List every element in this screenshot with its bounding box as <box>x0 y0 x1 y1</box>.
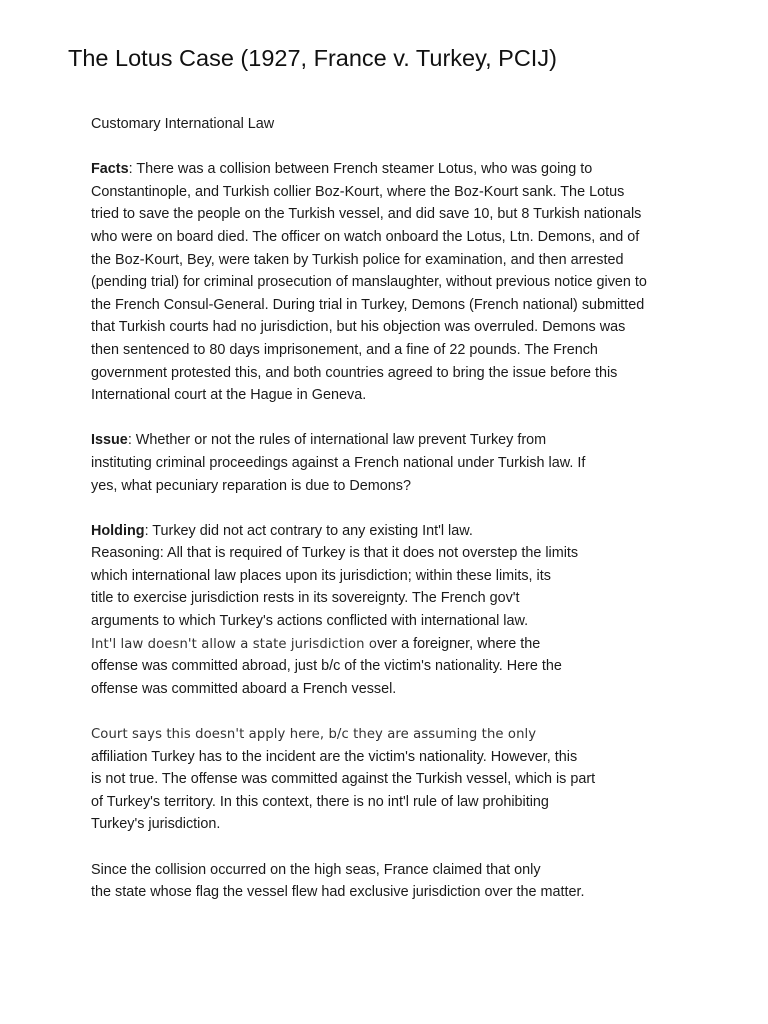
reasoning-line: offense was committed aboard a French vessel. <box>91 680 397 697</box>
subtitle: Customary International Law <box>91 116 275 132</box>
paragraph-spacer <box>91 497 691 520</box>
paragraph-spacer <box>91 407 691 430</box>
paragraph-spacer <box>91 700 691 723</box>
document-body <box>91 113 691 904</box>
facts-line: then sentenced to 80 days imprisonement, and a fine of 22 pounds. The French <box>91 341 598 358</box>
holding-label: Holding <box>91 522 145 539</box>
facts-line: the French Consul-General. During trial in Turkey, Demons (French national) submitted <box>91 296 645 313</box>
reasoning-text: ver a foreigner, where the <box>377 635 541 652</box>
court-line: affiliation Turkey has to the incident are the victim's nationality. However, this <box>91 748 578 765</box>
facts-line <box>91 158 691 181</box>
court-line <box>91 723 691 746</box>
facts-line: tried to save the people on the Turkish vessel, and did save 10, but 8 Turkish nationals <box>91 206 642 223</box>
collision-line: the state whose flag the vessel flew had exclusive jurisdiction over the matter. <box>91 884 585 901</box>
court-line: of Turkey's territory. In this context, there is no int'l rule of law prohibiting <box>91 793 549 810</box>
court-line: is not true. The offense was committed against the Turkish vessel, which is part <box>91 771 596 788</box>
document-title: The Lotus Case (1927, France v. Turkey, PCIJ) <box>68 45 557 71</box>
reasoning-line: Reasoning: All that is required of Turkey is that it does not overstep the limits <box>91 545 579 562</box>
reasoning-line: title to exercise jurisdiction rests in its sovereignty. The French gov't <box>91 590 520 607</box>
facts-line: government protested this, and both countries agreed to bring the issue before this <box>91 364 618 381</box>
issue-label: Issue <box>91 432 128 449</box>
issue-line <box>91 429 691 452</box>
holding-line <box>91 520 691 543</box>
issue-text: : Whether or not the rules of international law prevent Turkey from <box>127 432 547 449</box>
holding-text: : Turkey did not act contrary to any existing Int'l law. <box>144 522 473 539</box>
facts-label: Facts <box>91 161 129 178</box>
paragraph-spacer <box>91 836 691 859</box>
collision-line: Since the collision occurred on the high seas, France claimed that only <box>91 861 541 878</box>
reasoning-line: which international law places upon its jurisdiction; within these limits, its <box>91 567 551 584</box>
reasoning-line: offense was committed abroad, just b/c of the victim's nationality. Here the <box>91 658 562 675</box>
facts-line: who were on board died. The officer on watch onboard the Lotus, Ltn. Demons, and of <box>91 228 640 245</box>
pasted-text-fragment: Court says this doesn't apply here, b/c they are assuming the only <box>91 727 537 743</box>
reasoning-line <box>91 633 691 656</box>
facts-line: that Turkish courts had no jurisdiction, but his objection was overruled. Demons was <box>91 319 626 336</box>
court-line: Turkey's jurisdiction. <box>91 816 221 833</box>
facts-text: : There was a collision between French steamer Lotus, who was going to <box>128 161 593 178</box>
issue-line: instituting criminal proceedings against a French national under Turkish law. If <box>91 454 586 471</box>
facts-line: International court at the Hague in Geneva. <box>91 387 367 404</box>
facts-line: the Boz-Kourt, Bey, were taken by Turkish police for examination, and then arrested <box>91 251 624 268</box>
facts-line: Constantinople, and Turkish collier Boz-Kourt, where the Boz-Kourt sank. The Lotus <box>91 183 625 200</box>
reasoning-line: arguments to which Turkey's actions conflicted with international law. <box>91 613 529 630</box>
facts-line: (pending trial) for criminal prosecution of manslaughter, without previous notice given to <box>91 274 647 291</box>
pasted-text-fragment: Int'l law doesn't allow a state jurisdiction o <box>91 636 378 652</box>
paragraph-spacer <box>91 136 691 159</box>
issue-line: yes, what pecuniary reparation is due to Demons? <box>91 477 411 494</box>
